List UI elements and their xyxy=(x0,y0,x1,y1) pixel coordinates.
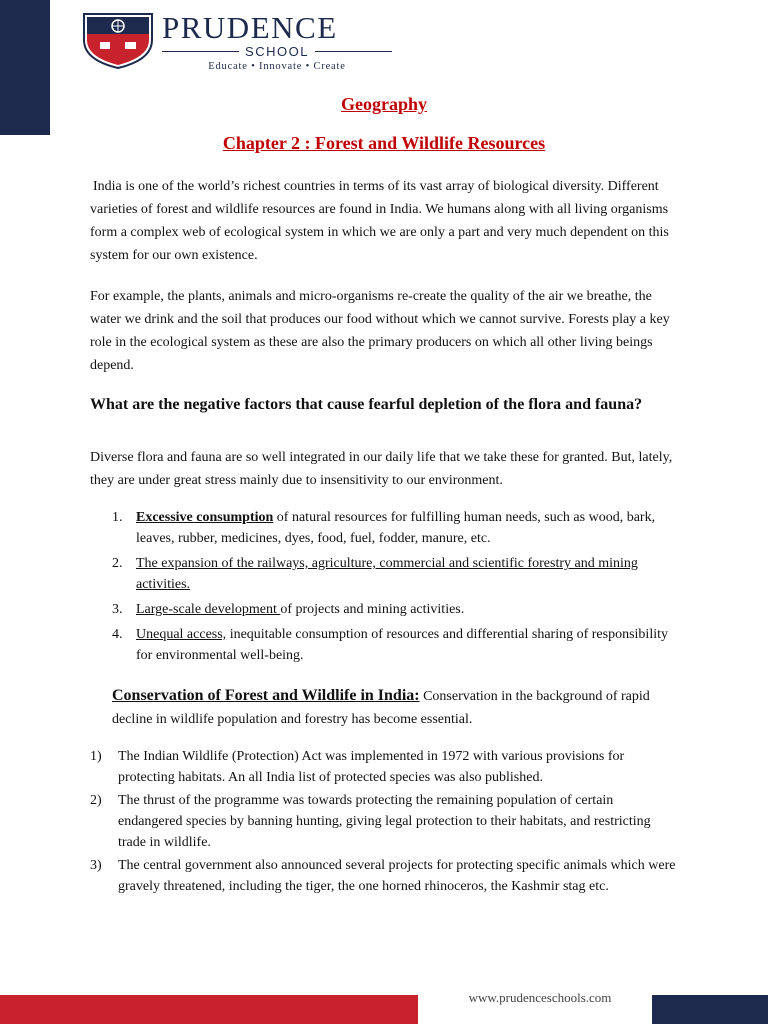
question-intro: Diverse flora and fauna are so well integrated in our daily life that we take these for granted. But, lately, they are under great stress mainly due to insensitivity to our environment. xyxy=(90,450,673,488)
factor-key: The expansion of the railways, agriculture, commercial and scientific forestry and mining activities. xyxy=(136,556,638,592)
question-heading: What are the negative factors that cause fearful depletion of the flora and fauna? xyxy=(90,396,643,413)
list-item xyxy=(90,855,680,897)
list-number: 1. xyxy=(112,510,123,525)
point-text: The Indian Wildlife (Protection) Act was implemented in 1972 with various provisions for protecting habitats. An all India list of protected species was also published. xyxy=(118,749,625,785)
conservation-title: Conservation of Forest and Wildlife in India: xyxy=(112,687,420,704)
list-number: 1) xyxy=(90,749,102,764)
factor-key: Excessive consumption xyxy=(136,510,274,525)
conservation-section xyxy=(112,684,682,731)
point-text: The central government also announced several projects for protecting specific animals which were gravely threatened, including the tiger, the one horned rhinoceros, the Kashmir stag etc. xyxy=(118,858,676,894)
footer-navy-bar xyxy=(652,995,768,1024)
footer-red-bar xyxy=(0,995,418,1024)
list-item xyxy=(112,507,682,549)
list-item xyxy=(90,746,680,788)
list-number: 2) xyxy=(90,793,102,808)
brand-divider-right xyxy=(315,51,392,52)
brand-sub xyxy=(162,44,392,59)
brand-divider-left xyxy=(162,51,239,52)
list-item xyxy=(90,790,680,853)
list-number: 3) xyxy=(90,858,102,873)
point-text: The thrust of the programme was towards protecting the remaining population of certain endangered species by banning hunting, giving legal protection to their habitats, and restricting trade in wildlife. xyxy=(118,793,651,850)
list-item xyxy=(112,599,682,620)
list-number: 3. xyxy=(112,602,123,617)
conservation-points-list xyxy=(90,746,680,899)
list-number: 4. xyxy=(112,627,123,642)
factor-key: Unequal access, xyxy=(136,627,227,642)
footer-website-url[interactable]: www.prudenceschools.com xyxy=(468,990,612,1005)
list-item xyxy=(112,624,682,666)
factors-list xyxy=(112,507,682,670)
school-header xyxy=(78,10,392,72)
factor-key: Large-scale development xyxy=(136,602,281,617)
factor-text: of natural resources for fulfilling human needs, such as wood, bark, leaves, rubber, medicines, dyes, food, fuel, fodder, manure, etc. xyxy=(136,510,656,546)
brand-block xyxy=(162,12,392,72)
brand-tagline: Educate • Innovate • Create xyxy=(208,61,346,72)
school-crest-logo-icon xyxy=(78,10,158,70)
intro-paragraph: India is one of the world’s richest countries in terms of its vast array of biological diversity. Different varieties of forest and wildlife resources are found in India. We humans along with all living organisms form a complex web of ecological system in which we are only a part and very much dependent on this system for our own existence. xyxy=(90,179,669,263)
list-number: 2. xyxy=(112,556,123,571)
list-item xyxy=(112,553,682,595)
factor-text: inequitable consumption of resources and differential sharing of responsibility for environmental well-being. xyxy=(136,627,668,663)
example-paragraph: For example, the plants, animals and micro-organisms re-create the quality of the air we breathe, the water we drink and the soil that produces our food without which we cannot survive. Forests play a key role in the ecological system as these are also the primary producers on which all other living beings depend. xyxy=(90,289,670,373)
brand-school-label: SCHOOL xyxy=(245,44,309,59)
chapter-title: Chapter 2 : Forest and Wildlife Resources xyxy=(222,133,546,153)
subject-title: Geography xyxy=(340,94,427,114)
conservation-text: Conservation in the background of rapid decline in wildlife population and forestry has become essential. xyxy=(112,689,650,727)
brand-name: PRUDENCE xyxy=(162,10,338,45)
factor-text: of projects and mining activities. xyxy=(280,602,465,617)
